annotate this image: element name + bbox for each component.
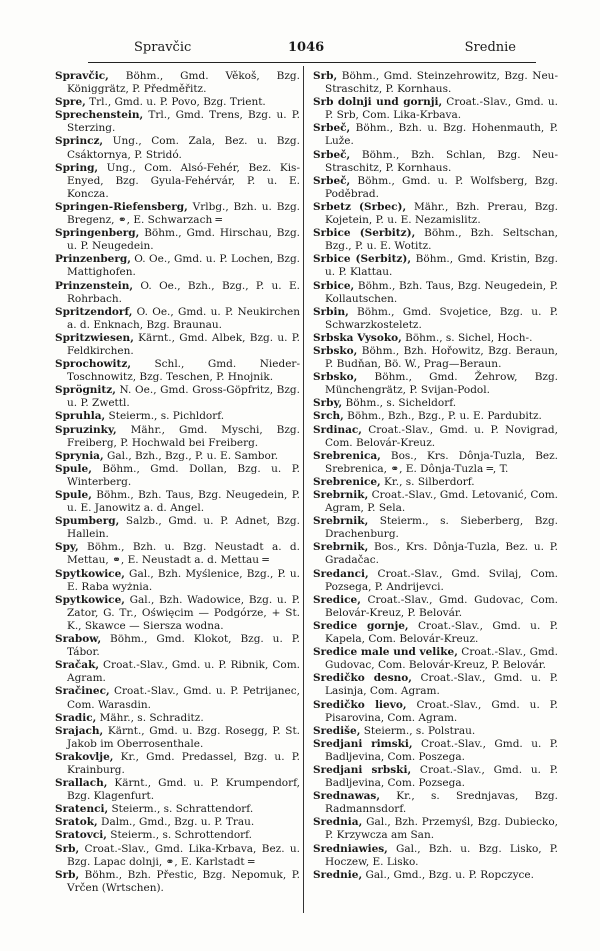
entry-text: Croat.-Slav., Gmd. u. P. Pisarovina, Com. Agram. xyxy=(325,698,559,724)
entry-text: Gal., Bzh. Przemyśl, Bzg. Dubiecko, P. Krzywcza am San. xyxy=(325,816,558,842)
entry-headword: Sprynia, xyxy=(55,449,104,462)
entry-headword: Sredjani rimski, xyxy=(313,737,413,750)
entry-headword: Srbeč, xyxy=(313,148,351,161)
entry-headword: Spruzinky, xyxy=(55,423,117,436)
entry-text: Böhm., Bzh. Hořowitz, Bzg. Beraun, P. Budňan, Bö. W., Prag—Beraun. xyxy=(325,344,558,371)
left-column xyxy=(55,70,300,895)
entry-headword: Srch, xyxy=(313,410,344,423)
entry-headword: Sprechenstein, xyxy=(55,109,144,122)
gazetteer-entry xyxy=(313,816,558,842)
entry-text: Trl., Gmd. u. P. Povo, Bzg. Trient. xyxy=(85,96,266,109)
entry-headword: Srednawas, xyxy=(313,790,380,803)
entry-headword: Srebrenica, xyxy=(313,449,381,462)
entry-text: Croat.-Slav., Gmd. u. P. Lasinja, Com. Agram. xyxy=(325,672,558,698)
entry-text: Böhm., Bzh. Taus, Bzg. Neugedein, P. Kollautschen. xyxy=(325,279,558,305)
entry-text: Böhm., Bzh. Přestic, Bzg. Nepomuk, P. Vrčen (Wrtschen). xyxy=(67,868,300,894)
entry-headword: Sračinec, xyxy=(55,685,110,698)
entry-text: Croat.-Slav., Gmd. Gudovac, Com. Belovár-Kreuz, P. Belovár. xyxy=(325,593,558,619)
entry-text: Steierm., s. Schrattendorf. xyxy=(108,803,254,816)
entry-headword: Srednia, xyxy=(313,816,363,829)
entry-headword: Sratenci, xyxy=(55,803,109,816)
entry-headword: Srakovlje, xyxy=(55,750,114,763)
entry-headword: Središe, xyxy=(313,724,361,737)
entry-text: Gal., Bzh. Wadowice, Bzg. u. P. Zator, G. Tr., Oświęcim — Podgórze, + St. K., Skawce — Siersza wodna. xyxy=(67,593,300,632)
entry-text: Steierm., s. Pichldorf. xyxy=(105,410,225,423)
entry-headword: Sredice gornje, xyxy=(313,619,409,632)
entry-headword: Sredice male und velike, xyxy=(313,646,458,659)
entry-text: O. Oe., Bzh., Bzg., P. u. E. Rohrbach. xyxy=(67,279,300,305)
gazetteer-entry xyxy=(313,450,558,476)
gazetteer-entry xyxy=(55,135,300,161)
entry-headword: Srebrnik, xyxy=(313,489,369,501)
entry-text: Trl., Gmd. Trens, Bzg. u. P. Sterzing. xyxy=(67,109,300,135)
entry-headword: Srbska Vysoko, xyxy=(313,331,402,344)
entry-text: Croat.-Slav., Gmd. u. P. Srb, Com. Lika-Krbava. xyxy=(325,96,558,122)
gazetteer-entry xyxy=(55,306,300,332)
entry-headword: Spytkowice, xyxy=(55,593,125,606)
entry-headword: Srby, xyxy=(313,397,343,410)
gazetteer-entry xyxy=(55,96,300,109)
gazetteer-entry xyxy=(55,777,300,803)
entry-headword: Sredjani srbski, xyxy=(313,763,412,776)
entry-headword: Srbice (Serbitz), xyxy=(313,253,412,266)
entry-headword: Springenberg, xyxy=(55,227,140,240)
entry-text: Steierm., s. Polstrau. xyxy=(360,724,476,737)
entry-text: Böhm., Gmd. Steinzehrowitz, Bzg. Neu-Straschitz, P. Kornhaus. xyxy=(325,70,558,96)
entry-text: Böhm., Gmd. Kristin, Bzg. u. P. Klattau. xyxy=(325,253,558,279)
gazetteer-entry xyxy=(313,568,558,594)
gazetteer-entry xyxy=(55,489,300,515)
entry-text: Schl., Gmd. Nieder-Toschnowitz, Bzg. Teschen, P. Hnojnik. xyxy=(67,358,300,384)
entry-text: Croat.-Slav., Gmd. u. P. Kapela, Com. Belovár-Kreuz. xyxy=(325,619,558,646)
gazetteer-entry xyxy=(55,227,300,253)
entry-headword: Spytkowice, xyxy=(55,567,125,580)
entry-headword: Srbetz (Srbec), xyxy=(313,200,407,213)
gazetteer-entry xyxy=(313,175,558,201)
column-divider xyxy=(303,66,304,913)
entry-headword: Srajach, xyxy=(55,724,104,737)
entry-text: Mähr., Bzh. Prerau, Bzg. Kojetein, P. u. E. Nezamislitz. xyxy=(325,200,558,227)
gazetteer-entry xyxy=(55,843,300,869)
entry-text: Kärnt., Gmd. Albek, Bzg. u. P. Feldkirchen. xyxy=(67,331,300,357)
entry-text: Gal., Gmd., Bzg. u. P. Ropczyce. xyxy=(362,868,534,881)
gazetteer-entry xyxy=(313,96,558,122)
gazetteer-entry xyxy=(55,725,300,751)
entry-headword: Srebrnik, xyxy=(313,541,369,554)
gazetteer-entry xyxy=(55,162,300,201)
entry-text: Böhm., Gmd. Klokot, Bzg. u. P. Tábor. xyxy=(67,633,300,659)
gazetteer-entry xyxy=(313,122,558,148)
gazetteer-entry xyxy=(55,633,300,659)
page-number: 1046 xyxy=(288,40,325,55)
entry-text: Croat.-Slav., Gmd. Svilaj, Com. Pozsega, P. Andrijevci. xyxy=(325,567,558,593)
entry-headword: Prinzenstein, xyxy=(55,279,134,292)
entry-headword: Spruhla, xyxy=(55,410,106,423)
gazetteer-entry xyxy=(313,541,558,567)
entry-headword: Srbin, xyxy=(313,305,349,318)
entry-headword: Srb dolnji und gornji, xyxy=(313,96,443,109)
entry-headword: Sprochowitz, xyxy=(55,358,131,371)
entry-headword: Spumberg, xyxy=(55,515,120,528)
gazetteer-entry xyxy=(313,332,558,345)
entry-text: Mähr., Gmd. Myschi, Bzg. Freiberg, P. Hochwald bei Freiberg. xyxy=(67,423,300,449)
entry-headword: Spritzwiesen, xyxy=(55,331,134,344)
entry-headword: Srb, xyxy=(55,868,80,881)
page-header xyxy=(88,40,536,58)
gazetteer-entry xyxy=(55,332,300,358)
entry-headword: Spre, xyxy=(55,96,86,109)
gazetteer-entry xyxy=(313,790,558,816)
gazetteer-entry xyxy=(313,149,558,175)
entry-headword: Srebrnik, xyxy=(313,515,369,528)
gazetteer-entry xyxy=(313,764,558,790)
gazetteer-entry xyxy=(313,515,558,541)
entry-headword: Srbeč, xyxy=(313,174,351,187)
entry-text: Gal., Bzh. u. Bzg. Lisko, P. Hoczew, E. Lisko. xyxy=(325,842,558,868)
entry-text: Böhm., s. Sicheldorf. xyxy=(342,397,457,410)
gazetteer-entry xyxy=(55,685,300,711)
header-left-keyword: Spravčic xyxy=(134,40,192,55)
gazetteer-entry xyxy=(55,280,300,306)
entry-headword: Srebrenice, xyxy=(313,475,381,488)
entry-headword: Srednie, xyxy=(313,868,363,881)
gazetteer-entry xyxy=(55,751,300,777)
gazetteer-entry xyxy=(313,227,558,253)
entry-text: Kr., s. Silberdorf. xyxy=(380,475,475,488)
gazetteer-entry xyxy=(55,515,300,541)
gazetteer-entry xyxy=(55,829,300,842)
entry-headword: Spule, xyxy=(55,489,92,501)
entry-headword: Sratok, xyxy=(55,816,98,829)
gazetteer-entry xyxy=(313,594,558,620)
gazetteer-entry xyxy=(55,450,300,463)
entry-text: Croat.-Slav., Gmd. u. P. Ribnik, Com. Agram. xyxy=(67,659,300,685)
gazetteer-entry xyxy=(55,70,300,96)
gazetteer-entry xyxy=(55,463,300,489)
gazetteer-entry xyxy=(313,489,558,515)
entry-headword: Srbsko, xyxy=(313,371,358,384)
gazetteer-entry xyxy=(55,424,300,450)
entry-text: Kärnt., Gmd. u. P. Krumpendorf, Bzg. Klagenfurt. xyxy=(67,777,300,803)
gazetteer-entry xyxy=(55,816,300,829)
gazetteer-entry xyxy=(55,659,300,685)
entry-text: Croat.-Slav., Gmd. u. P. Novigrad, Com. Belovár-Kreuz. xyxy=(325,423,558,449)
entry-headword: Srallach, xyxy=(55,777,108,790)
gazetteer-entry xyxy=(55,253,300,279)
gazetteer-entry xyxy=(55,384,300,410)
entry-headword: Sprincz, xyxy=(55,135,104,148)
entry-headword: Srabow, xyxy=(55,633,102,646)
entry-headword: Spritzendorf, xyxy=(55,305,133,318)
entry-text: N. Oe., Gmd. Gross-Göpfritz, Bzg. u. P. Zwettl. xyxy=(67,384,300,410)
entry-text: Bos., Krs. Dônja-Tuzla, Bez. Srebrenica, ⚭, E. Dônja-Tuzla ═, T. xyxy=(325,449,558,475)
entry-headword: Srb, xyxy=(313,70,338,82)
entry-text: Böhm., Gmd. Svojetice, Bzg. u. P. Schwarzkosteletz. xyxy=(325,305,558,331)
entry-headword: Sredanci, xyxy=(313,567,369,580)
entry-headword: Spravčic, xyxy=(55,70,109,82)
entry-text: Croat.-Slav., Gmd. u. P. Badljevina, Com. Poszega. xyxy=(325,737,558,763)
entry-text: Böhm., Bzh., Bzg., P. u. E. Pardubitz. xyxy=(343,410,542,423)
entry-text: Böhm., Bzh. u. Bzg. Neustadt a. d. Mettau, ⚭, E. Neustadt a. d. Mettau ═ xyxy=(67,541,300,567)
entry-headword: Srdinac, xyxy=(313,423,362,436)
entry-headword: Spring, xyxy=(55,161,99,174)
entry-text: Böhm., Gmd. Věkoš, Bzg. Königgrätz, P. Předměřitz. xyxy=(67,70,300,96)
gazetteer-entry xyxy=(313,70,558,96)
entry-headword: Sredice, xyxy=(313,593,361,606)
gazetteer-entry xyxy=(55,803,300,816)
entry-text: Kärnt., Gmd. u. Bzg. Rosegg, P. St. Jakob im Oberrosenthale. xyxy=(67,724,300,750)
entry-text: Croat.-Slav., Gmd. Lika-Krbava, Bez. u. Bzg. Lapac dolnji, ⚭, E. Karlstadt ═ xyxy=(67,842,300,868)
gazetteer-entry xyxy=(313,620,558,646)
entry-text: Steierm., s. Sieberberg, Bzg. Drachenburg. xyxy=(325,515,558,541)
entry-text: Böhm., Bzh. Taus, Bzg. Neugedein, P. u. E. Janowitz a. d. Angel. xyxy=(67,489,300,515)
gazetteer-entry xyxy=(313,410,558,423)
entry-text: Ung., Com. Alsó-Fehér, Bez. Kis-Enyed, Bzg. Gyula-Fehérvár, P. u. E. Koncza. xyxy=(67,161,300,200)
entry-text: Böhm., Gmd. Dollan, Bzg. u. P. Winterberg. xyxy=(67,462,300,488)
entry-text: Kr., Gmd. Predassel, Bzg. u. P. Krainburg. xyxy=(67,750,300,776)
entry-text: Böhm., Gmd. Žehrow, Bzg. Münchengrätz, P. Svijan-Podol. xyxy=(325,371,558,397)
entry-text: Dalm., Gmd., Bzg. u. P. Trau. xyxy=(97,816,255,829)
entry-text: Böhm., Bzh. Seltschan, Bzg., P. u. E. Wotitz. xyxy=(325,227,558,253)
gazetteer-entry xyxy=(313,725,558,738)
entry-text: Böhm., Bzh. u. Bzg. Hohenmauth, P. Luže. xyxy=(325,122,558,148)
entry-headword: Srb, xyxy=(55,842,80,855)
entry-headword: Sračak, xyxy=(55,659,100,672)
gazetteer-entry xyxy=(313,424,558,450)
gazetteer-entry xyxy=(313,397,558,410)
entry-text: Böhm., Gmd. Hirschau, Bzg. u. P. Neugedein. xyxy=(67,227,300,253)
entry-text: Böhm., s. Sichel, Hoch-. xyxy=(401,331,533,344)
right-column xyxy=(313,70,558,882)
entry-headword: Prinzenberg, xyxy=(55,253,131,266)
entry-headword: Srbice (Serbitz), xyxy=(313,227,416,240)
entry-text: Croat.-Slav., Gmd. u. P. Petrijanec, Com. Warasdin. xyxy=(67,685,300,711)
gazetteer-entry xyxy=(313,345,558,371)
gazetteer-entry xyxy=(55,410,300,423)
gazetteer-entry xyxy=(313,280,558,306)
entry-headword: Srbsko, xyxy=(313,344,358,357)
gazetteer-entry xyxy=(313,371,558,397)
gazetteer-entry xyxy=(55,712,300,725)
entry-text: Steierm., s. Schrottendorf. xyxy=(106,829,253,842)
entry-headword: Srbeč, xyxy=(313,122,351,135)
entry-headword: Sprögnitz, xyxy=(55,384,116,397)
gazetteer-entry xyxy=(55,358,300,384)
gazetteer-entry xyxy=(55,541,300,567)
entry-text: Croat.-Slav., Gmd. Gudovac, Com. Belovár-Kreuz, P. Belovár. xyxy=(325,646,558,672)
gazetteer-entry xyxy=(313,672,558,698)
entry-text: Croat.-Slav., Gmd. Letovanić, Com. Agram, P. Sela. xyxy=(325,489,558,515)
entry-headword: Sratovci, xyxy=(55,829,107,842)
gazetteer-entry xyxy=(313,201,558,227)
entry-headword: Sredniawies, xyxy=(313,842,388,855)
entry-text: O. Oe., Gmd. u. P. Lochen, Bzg. Mattighofen. xyxy=(67,253,300,279)
header-rule xyxy=(88,62,536,63)
entry-headword: Sradic, xyxy=(55,711,97,724)
entry-headword: Srbice, xyxy=(313,279,355,292)
entry-headword: Sredičko desno, xyxy=(313,672,412,685)
gazetteer-entry xyxy=(55,201,300,227)
entry-headword: Spy, xyxy=(55,541,79,554)
gazetteer-entry xyxy=(313,699,558,725)
entry-text: Gal., Bzh., Bzg., P. u. E. Sambor. xyxy=(103,449,279,462)
entry-text: Böhm., Gmd. u. P. Wolfsberg, Bzg. Poděbrad. xyxy=(325,174,558,200)
entry-text: Mähr., s. Schraditz. xyxy=(96,711,204,724)
gazetteer-entry xyxy=(55,109,300,135)
header-right-keyword: Srednie xyxy=(464,40,516,55)
gazetteer-entry xyxy=(313,306,558,332)
gazetteer-entry xyxy=(313,843,558,869)
entry-text: Croat.-Slav., Gmd. u. P. Badljevina, Com. Pozsega. xyxy=(325,763,559,790)
gazetteer-entry xyxy=(55,568,300,594)
entry-text: Vrlbg., Bzh. u. Bzg. Bregenz, ⚭, E. Schwarzach ═ xyxy=(67,200,300,227)
entry-headword: Sredičko lievo, xyxy=(313,698,407,711)
entry-text: Ung., Com. Zala, Bez. u. Bzg. Csáktornya, P. Stridó. xyxy=(67,135,300,161)
entry-text: Salzb., Gmd. u. P. Adnet, Bzg. Hallein. xyxy=(67,515,300,541)
gazetteer-entry xyxy=(313,646,558,672)
gazetteer-entry xyxy=(55,869,300,895)
gazetteer-entry xyxy=(313,253,558,279)
entry-text: O. Oe., Gmd. u. P. Neukirchen a. d. Enknach, Bzg. Braunau. xyxy=(67,305,300,331)
entry-text: Böhm., Bzh. Schlan, Bzg. Neu-Straschitz, P. Kornhaus. xyxy=(325,148,558,174)
gazetteer-entry xyxy=(55,594,300,633)
entry-text: Bos., Krs. Dônja-Tuzla, Bez. u. P. Gradačac. xyxy=(325,541,558,567)
entry-headword: Spule, xyxy=(55,462,92,475)
gazetteer-entry xyxy=(313,869,558,882)
gazetteer-entry xyxy=(313,476,558,489)
entry-text: Kr., s. Srednjavas, Bzg. Radmannsdorf. xyxy=(325,790,558,816)
entry-text: Gal., Bzh. Myślenice, Bzg., P. u. E. Raba wyżnia. xyxy=(67,567,300,593)
gazetteer-entry xyxy=(313,738,558,764)
entry-headword: Springen-Riefensberg, xyxy=(55,200,188,213)
